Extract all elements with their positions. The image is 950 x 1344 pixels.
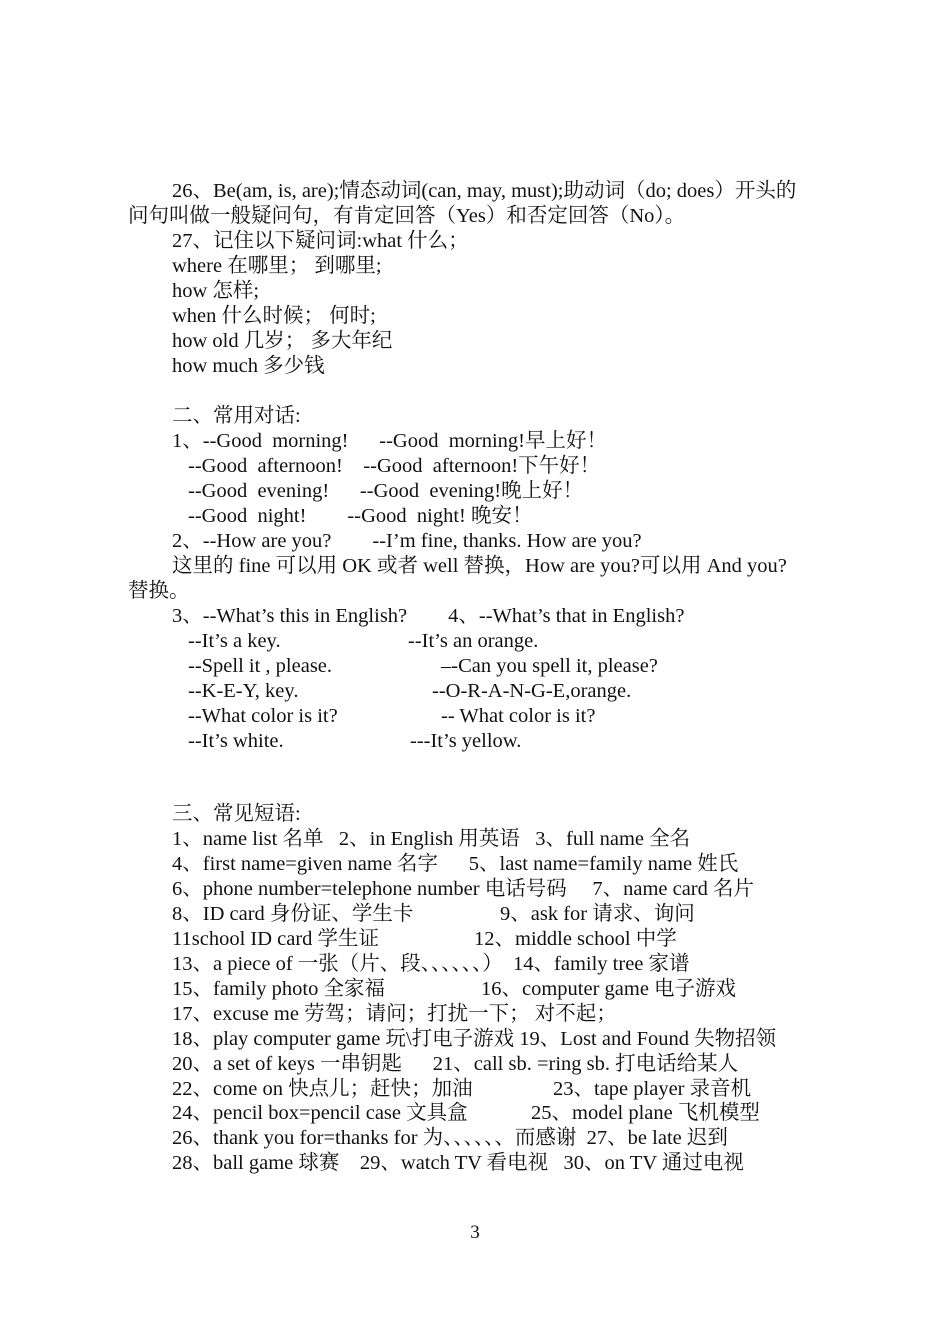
text-line: 25、model plane 飞机模型 xyxy=(531,1102,760,1124)
text-line: when 什么时候； 何时; xyxy=(172,305,376,327)
text-line: 8、ID card 身份证、学生卡 xyxy=(172,903,414,925)
text-line: 6、phone number=telephone number 电话号码 7、name card 名片 xyxy=(172,878,755,900)
text-line: 18、play computer game 玩\打电子游戏 19、Lost and Found 失物招领 xyxy=(172,1028,777,1050)
text-line: 1、--Good morning! --Good morning!早上好！ xyxy=(172,430,608,452)
text-line: 26、thank you for=thanks for 为、、、、、、而感谢 27、be late 迟到 xyxy=(172,1127,728,1149)
text-line: how much 多少钱 xyxy=(172,355,325,377)
text-line: 17、excuse me 劳驾；请问；打扰一下； 对不起； xyxy=(172,1003,617,1025)
text-line: 替换。 xyxy=(128,580,190,602)
text-line: 问句叫做一般疑问句，有肯定回答（Yes）和否定回答（No）。 xyxy=(128,205,686,227)
text-line: 23、tape player 录音机 xyxy=(553,1078,752,1100)
page-number: 3 xyxy=(470,1222,480,1243)
text-line: --Good night! --Good night! 晚安！ xyxy=(188,505,533,527)
text-line: --It’s white. xyxy=(188,730,284,752)
text-line: --Good evening! --Good evening!晚上好！ xyxy=(188,480,584,502)
text-line: --O-R-A-N-G-E,orange. xyxy=(432,680,632,702)
text-line: 22、come on 快点儿；赶快；加油 xyxy=(172,1078,473,1100)
text-line: how old 几岁； 多大年纪 xyxy=(172,330,393,352)
text-line: 1、name list 名单 2、in English 用英语 3、full name 全名 xyxy=(172,828,691,850)
text-line: 2、--How are you? --I’m fine, thanks. How are you? xyxy=(172,530,642,552)
text-line: --K-E-Y, key. xyxy=(188,680,299,702)
section-heading: 二、常用对话: xyxy=(172,405,301,427)
text-line: --What color is it? xyxy=(188,705,338,727)
text-line: 3、--What’s this in English? 4、--What’s that in English? xyxy=(172,605,685,627)
section-heading: 三、常见短语: xyxy=(172,803,301,825)
text-line: 这里的 fine 可以用 OK 或者 well 替换，How are you?可以用 And you? xyxy=(172,555,787,577)
text-line: ---It’s yellow. xyxy=(410,730,522,752)
text-line: 27、记住以下疑问词:what 什么； xyxy=(172,230,469,252)
text-line: 16、computer game 电子游戏 xyxy=(481,978,737,1000)
text-line: how 怎样; xyxy=(172,280,260,302)
text-line: --It’s an orange. xyxy=(408,630,539,652)
text-line: --Spell it , please. xyxy=(188,655,333,677)
text-line: 9、ask for 请求、询问 xyxy=(500,903,695,925)
text-line: --Good afternoon! --Good afternoon!下午好！ xyxy=(188,455,601,477)
text-line: –-Can you spell it, please? xyxy=(441,655,658,677)
text-line: 20、a set of keys 一串钥匙 21、call sb. =ring sb. 打电话给某人 xyxy=(172,1053,739,1075)
text-line: --It’s a key. xyxy=(188,630,281,652)
text-line: -- What color is it? xyxy=(441,705,596,727)
text-line: 11school ID card 学生证 xyxy=(172,928,380,950)
text-line: 15、family photo 全家福 xyxy=(172,978,385,1000)
text-line: 4、first name=given name 名字 5、last name=family name 姓氏 xyxy=(172,853,739,875)
text-line: 13、a piece of 一张（片、段、、、、、、） 14、family tree 家谱 xyxy=(172,953,690,975)
text-line: 12、middle school 中学 xyxy=(474,928,677,950)
text-line: 26、Be(am, is, are);情态动词(can, may, must);助动词（do; does）开头的 xyxy=(172,180,797,202)
text-line: 28、ball game 球赛 29、watch TV 看电视 30、on TV 通过电视 xyxy=(172,1152,744,1174)
text-line: 24、pencil box=pencil case 文具盒 xyxy=(172,1102,468,1124)
text-line: where 在哪里； 到哪里; xyxy=(172,255,382,277)
